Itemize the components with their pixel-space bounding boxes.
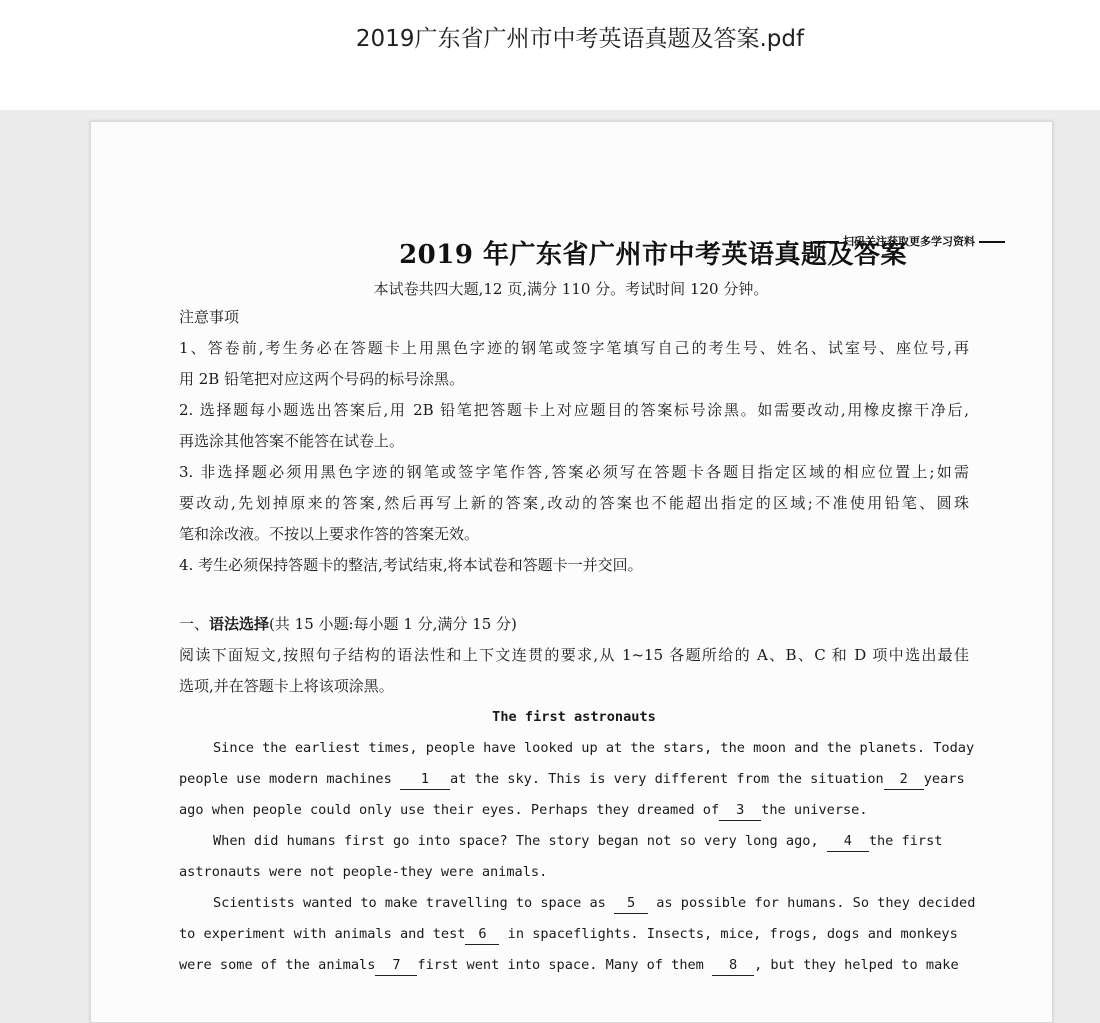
story-passage: [179, 702, 976, 981]
section-instruction: 阅读下面短文,按照句子结构的语法性和上下文连贯的要求,从 1~15 各题所给的 A、B、C 和 D 项中选出最佳: [179, 646, 969, 664]
qr-side-note: [809, 233, 1009, 249]
story-text: as possible for humans. So they decided: [648, 895, 976, 911]
story-line: [179, 826, 969, 857]
story-text: ago when people could only use their eyes. Perhaps they dreamed of: [179, 802, 720, 818]
blank-3: 3: [719, 800, 761, 821]
story-line: Since the earliest times, people have looked up at the stars, the moon and the planets. Today: [213, 740, 975, 756]
section-name: 语法选择: [209, 615, 270, 633]
section-number: 一、: [179, 615, 210, 633]
notice-line: 笔和涂改液。不按以上要求作答的答案无效。: [179, 525, 480, 543]
side-note-rule-right: [979, 241, 1005, 243]
story-text: When did humans first go into space? The story began not so very long ago,: [213, 833, 827, 849]
notice-line: 4. 考生必须保持答题卡的整洁,考试结束,将本试卷和答题卡一并交回。: [179, 556, 643, 574]
story-text: the universe.: [761, 802, 868, 818]
document-subtitle: 本试卷共四大题,12 页,满分 110 分。考试时间 120 分钟。: [373, 280, 769, 298]
section-1: [179, 609, 969, 702]
blank-6: 6: [465, 924, 499, 945]
section-heading: [179, 609, 969, 640]
story-text: in spaceflights. Insects, mice, frogs, dogs and monkeys: [499, 926, 958, 942]
blank-5: 5: [614, 893, 648, 914]
file-title: 2019广东省广州市中考英语真题及答案.pdf: [355, 26, 805, 52]
section-instruction: 选项,并在答题卡上将该项涂黑。: [179, 677, 394, 695]
story-text: people use modern machines: [179, 771, 400, 787]
viewer-header: [0, 0, 1100, 110]
notice-line: 用 2B 铅笔把对应这两个号码的标号涂黑。: [179, 370, 465, 388]
story-text: were some of the animals: [179, 957, 376, 973]
notice-block: [179, 302, 969, 581]
section-rule: (共 15 小题:每小题 1 分,满分 15 分): [269, 615, 517, 633]
story-text: to experiment with animals and test: [179, 926, 466, 942]
story-line: [179, 950, 969, 981]
story-text: Scientists wanted to make travelling to space as: [213, 895, 615, 911]
story-text: first went into space. Many of them: [417, 957, 713, 973]
blank-2: 2: [884, 769, 924, 790]
story-line: [179, 795, 969, 826]
notice-line: 要改动,先划掉原来的答案,然后再写上新的答案,改动的答案也不能超出指定的区域;不准使用铅笔、圆珠: [179, 494, 969, 512]
story-text: years: [923, 771, 965, 787]
notice-line: 再选涂其他答案不能答在试卷上。: [179, 432, 405, 450]
notice-line: 1、答卷前,考生务必在答题卡上用黑色字迹的钢笔或签字笔填写自己的考生号、姓名、试室号、座位号,再: [179, 339, 969, 357]
story-line: astronauts were not people-they were animals.: [179, 864, 548, 880]
side-note-rule-left: [813, 241, 839, 243]
notice-heading: 注意事项: [179, 308, 240, 326]
notice-line: 2. 选择题每小题选出答案后,用 2B 铅笔把答题卡上对应题目的答案标号涂黑。如需要改动,用橡皮擦干净后,: [179, 401, 969, 419]
story-title: The first astronauts: [492, 709, 656, 725]
blank-8: 8: [712, 955, 754, 976]
story-line: [179, 888, 976, 919]
blank-1: 1: [400, 769, 450, 790]
pdf-page: [90, 121, 1053, 1023]
story-line: [179, 764, 969, 795]
story-text: at the sky. This is very different from the situation: [449, 771, 884, 787]
blank-7: 7: [375, 955, 417, 976]
blank-4: 4: [827, 831, 869, 852]
notice-line: 3. 非选择题必须用黑色字迹的钢笔或签字笔作答,答案必须写在答题卡各题目指定区域的相应位置上;如需: [179, 463, 969, 481]
story-line: [179, 919, 969, 950]
document-title: 2019 年广东省广州市中考英语真题及答案: [399, 240, 907, 270]
story-text: the first: [868, 833, 943, 849]
side-note-text: 扫码关注获取更多学习资料: [843, 235, 975, 248]
story-text: , but they helped to make: [754, 957, 959, 973]
